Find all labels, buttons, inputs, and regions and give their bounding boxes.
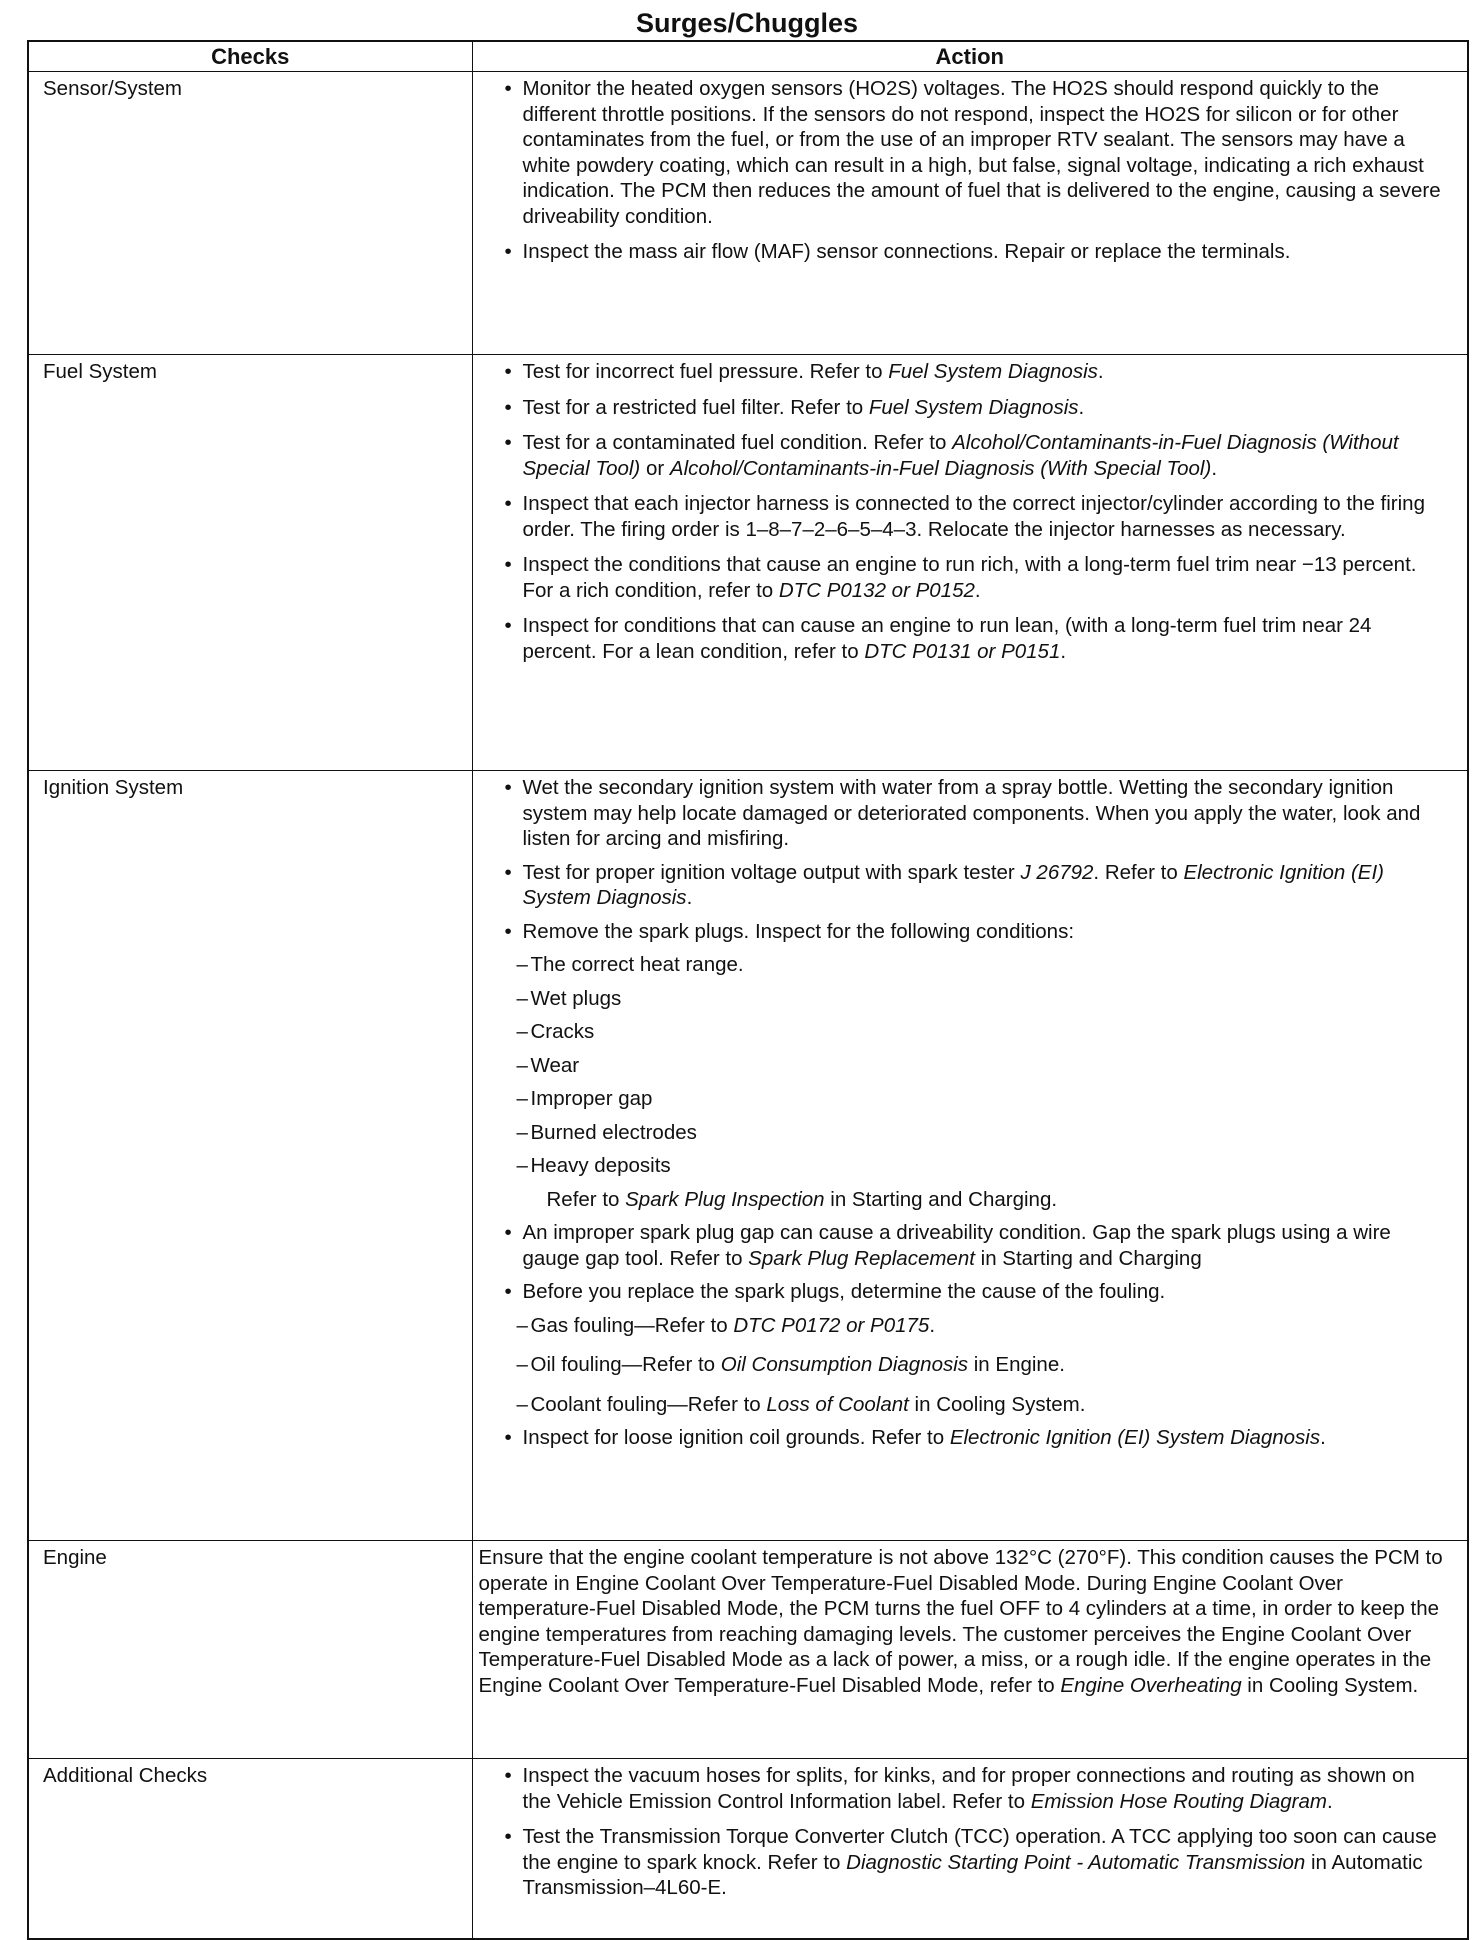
action-bullet: • Inspect for loose ignition coil grounds. Refer to Electronic Ignition (EI) System Diagnosis.: [503, 1425, 1444, 1451]
action-bullet: • Test for proper ignition voltage output with spark tester J 26792. Refer to Electronic Ignition (EI) System Diagnosis.: [503, 860, 1444, 911]
reference-line: Refer to Spark Plug Inspection in Starting and Charging.: [546, 1187, 1058, 1211]
engine-paragraph: Ensure that the engine coolant temperature is not above 132°C (270°F). This condition causes the PCM to operate in Engine Coolant Over Temperature-Fuel Disabled Mode. During Engine Coolant Over temperature-Fuel Disabled Mode, the PCM turns the fuel OFF to 4 cylinders at a time, in order to keep the engine temperatures from reaching damaging levels. The customer perceives the Engine Coolant Over Temperature-Fuel Disabled Mode as a lack of power, a miss, or a rough idle. If the engine operates in the Engine Coolant Over Temperature-Fuel Disabled Mode, refer to Engine Overheating in Cooling System.: [478, 1546, 1443, 1697]
condition-item: – The correct heat range.: [503, 952, 1444, 978]
check-label: Ignition System: [28, 771, 472, 1541]
action-bullet: • Inspect the mass air flow (MAF) sensor connections. Repair or replace the terminals.: [503, 239, 1444, 265]
action-bullet: • Inspect that each injector harness is connected to the correct injector/cylinder according to the firing order. The firing order is 1–8–7–2–6–5–4–3. Relocate the injector harnesses as necessary.: [503, 491, 1444, 542]
condition-item: – Cracks: [503, 1019, 1444, 1045]
action-bullet: • Monitor the heated oxygen sensors (HO2S) voltages. The HO2S should respond quickly to the different throttle positions. If the sensors do not respond, inspect the HO2S for silicon or for other contaminates from the fuel, or from the use of an improper RTV sealant. The sensors may have a white powdery coating, which can result in a high, but false, signal voltage, indicating a rich exhaust indication. The PCM then reduces the amount of fuel that is delivered to the engine, causing a severe driveability condition.: [503, 76, 1444, 229]
checks-column-header: Checks: [28, 41, 472, 72]
condition-item: – Wet plugs: [503, 986, 1444, 1012]
action-cell: [472, 771, 1468, 1541]
condition-item: – Burned electrodes: [503, 1120, 1444, 1146]
table-row-additional-checks: [28, 1759, 1468, 1939]
condition-item: – Heavy deposits: [503, 1153, 1444, 1179]
action-bullet: • Test for incorrect fuel pressure. Refer to Fuel System Diagnosis.: [503, 359, 1444, 385]
action-bullet: • Test the Transmission Torque Converter Clutch (TCC) operation. A TCC applying too soon can cause the engine to spark knock. Refer to Diagnostic Starting Point - Automatic Transmission in Automatic Transmission–4L60-E.: [503, 1824, 1444, 1901]
table-header-row: [28, 41, 1468, 72]
fouling-item: – Gas fouling—Refer to DTC P0172 or P0175.: [503, 1313, 1444, 1339]
table-row-ignition-system: [28, 771, 1468, 1541]
check-label: Engine: [28, 1541, 472, 1759]
action-cell: [472, 1759, 1468, 1939]
action-cell: [472, 72, 1468, 355]
action-bullet: • Inspect for conditions that can cause an engine to run lean, (with a long-term fuel trim near 24 percent. For a lean condition, refer to DTC P0131 or P0151.: [503, 613, 1444, 664]
page-title: Surges/Chuggles: [635, 8, 859, 38]
check-label: Additional Checks: [28, 1759, 472, 1939]
action-bullet: • Test for a contaminated fuel condition. Refer to Alcohol/Contaminants-in-Fuel Diagnosis (Without Special Tool) or Alcohol/Contaminants-in-Fuel Diagnosis (With Special Tool).: [503, 430, 1444, 481]
action-bullet: • Inspect the vacuum hoses for splits, for kinks, and for proper connections and routing as shown on the Vehicle Emission Control Information label. Refer to Emission Hose Routing Diagram.: [503, 1763, 1444, 1814]
document-page: [27, 0, 1467, 1940]
action-bullet: • Wet the secondary ignition system with water from a spray bottle. Wetting the secondary ignition system may help locate damaged or deteriorated components. When you apply the water, look and listen for arcing and misfiring.: [503, 775, 1444, 852]
action-bullet: • An improper spark plug gap can cause a driveability condition. Gap the spark plugs using a wire gauge gap tool. Refer to Spark Plug Replacement in Starting and Charging: [503, 1220, 1444, 1271]
fouling-item: – Coolant fouling—Refer to Loss of Coolant in Cooling System.: [503, 1392, 1444, 1418]
table-row-engine: [28, 1541, 1468, 1759]
condition-item: – Wear: [503, 1053, 1444, 1079]
table-row-sensor-system: [28, 72, 1468, 355]
action-bullet: • Remove the spark plugs. Inspect for the following conditions:: [503, 919, 1444, 945]
action-bullet: • Before you replace the spark plugs, determine the cause of the fouling.: [503, 1279, 1444, 1305]
fouling-item: – Oil fouling—Refer to Oil Consumption Diagnosis in Engine.: [503, 1352, 1444, 1378]
check-label: Sensor/System: [28, 72, 472, 355]
action-cell: [472, 355, 1468, 771]
action-bullet: • Inspect the conditions that cause an engine to run rich, with a long-term fuel trim near −13 percent. For a rich condition, refer to DTC P0132 or P0152.: [503, 552, 1444, 603]
table-row-fuel-system: [28, 355, 1468, 771]
condition-item: – Improper gap: [503, 1086, 1444, 1112]
check-label: Fuel System: [28, 355, 472, 771]
diagnosis-table: [27, 40, 1469, 1940]
action-column-header: Action: [472, 41, 1468, 72]
action-bullet: • Test for a restricted fuel filter. Refer to Fuel System Diagnosis.: [503, 395, 1444, 421]
action-cell: [472, 1541, 1468, 1759]
